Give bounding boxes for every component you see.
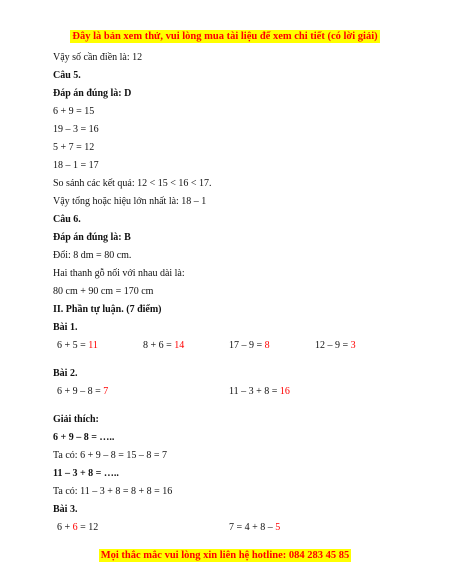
preview-banner-text: Đây là bản xem thử, vui lòng mua tài liệu để xem chi tiết (có lời giải) xyxy=(72,31,378,42)
item-answer: 6 xyxy=(72,522,78,533)
item-expression-tail: = 12 xyxy=(77,522,99,533)
item-expression: 7 = 4 + 8 – xyxy=(229,522,276,533)
q5-line-4: 18 – 1 = 17 xyxy=(53,160,99,171)
q5-line-2: 19 – 3 = 16 xyxy=(53,124,99,135)
q5-line-1: 6 + 9 = 15 xyxy=(53,106,95,117)
item-answer: 16 xyxy=(279,386,290,397)
q6-line-3: 80 cm + 90 cm = 170 cm xyxy=(53,286,154,297)
item-answer: 14 xyxy=(174,340,185,351)
exercise-2-item xyxy=(57,386,108,398)
hotline-text: Mọi thắc mắc vui lòng xin liên hệ hotline: 084 283 45 85 xyxy=(100,550,350,561)
item-answer: 3 xyxy=(350,340,356,351)
item-expression: 6 + 5 = xyxy=(57,340,89,351)
item-answer: 8 xyxy=(264,340,270,351)
question-5-heading: Câu 5. xyxy=(53,70,81,81)
exercise-3-heading: Bài 3. xyxy=(53,504,78,515)
item-answer: 5 xyxy=(275,522,281,533)
exercise-1-item xyxy=(315,340,356,352)
exercise-1-row xyxy=(53,340,433,352)
item-expression: 17 – 9 = xyxy=(229,340,265,351)
item-answer: 11 xyxy=(88,340,98,351)
q5-line-3: 5 + 7 = 12 xyxy=(53,142,95,153)
answer-line: Vậy số cần điền là: 12 xyxy=(53,52,143,63)
document-body xyxy=(53,52,433,540)
exercise-2-heading: Bài 2. xyxy=(53,368,78,379)
q6-line-2: Hai thanh gỗ nối với nhau dài là: xyxy=(53,268,185,279)
item-expression: 8 + 6 = xyxy=(143,340,175,351)
exercise-3-item xyxy=(229,522,280,534)
question-6-answer: Đáp án đúng là: B xyxy=(53,232,131,243)
item-expression: 11 – 3 + 8 = xyxy=(229,386,280,397)
explanation-2-title: 11 – 3 + 8 = ….. xyxy=(53,468,119,479)
preview-banner xyxy=(0,26,450,44)
exercise-2-row xyxy=(53,386,433,398)
exercise-1-heading: Bài 1. xyxy=(53,322,78,333)
part-2-heading: II. Phần tự luận. (7 điểm) xyxy=(53,304,162,315)
explanation-2-text: Ta có: 11 – 3 + 8 = 8 + 8 = 16 xyxy=(53,486,173,497)
item-expression: 12 – 9 = xyxy=(315,340,351,351)
explanation-1-title: 6 + 9 – 8 = ….. xyxy=(53,432,115,443)
exercise-3-item xyxy=(57,522,98,534)
exercise-3-row xyxy=(53,522,433,534)
q6-line-1: Đổi: 8 dm = 80 cm. xyxy=(53,250,132,261)
exercise-1-item xyxy=(229,340,270,352)
item-expression: 6 + 9 – 8 = xyxy=(57,386,104,397)
exercise-1-item xyxy=(57,340,98,352)
hotline-footer xyxy=(0,545,450,563)
q5-line-6: Vậy tổng hoặc hiệu lớn nhất là: 18 – 1 xyxy=(53,196,207,207)
explanation-1-text: Ta có: 6 + 9 – 8 = 15 – 8 = 7 xyxy=(53,450,167,461)
item-expression: 6 + xyxy=(57,522,73,533)
question-6-heading: Câu 6. xyxy=(53,214,81,225)
question-5-answer: Đáp án đúng là: D xyxy=(53,88,132,99)
exercise-1-item xyxy=(143,340,184,352)
exercise-2-item xyxy=(229,386,290,398)
item-answer: 7 xyxy=(103,386,109,397)
q5-line-5: So sánh các kết quả: 12 < 15 < 16 < 17. xyxy=(53,178,212,189)
explanation-heading: Giải thích: xyxy=(53,414,99,425)
